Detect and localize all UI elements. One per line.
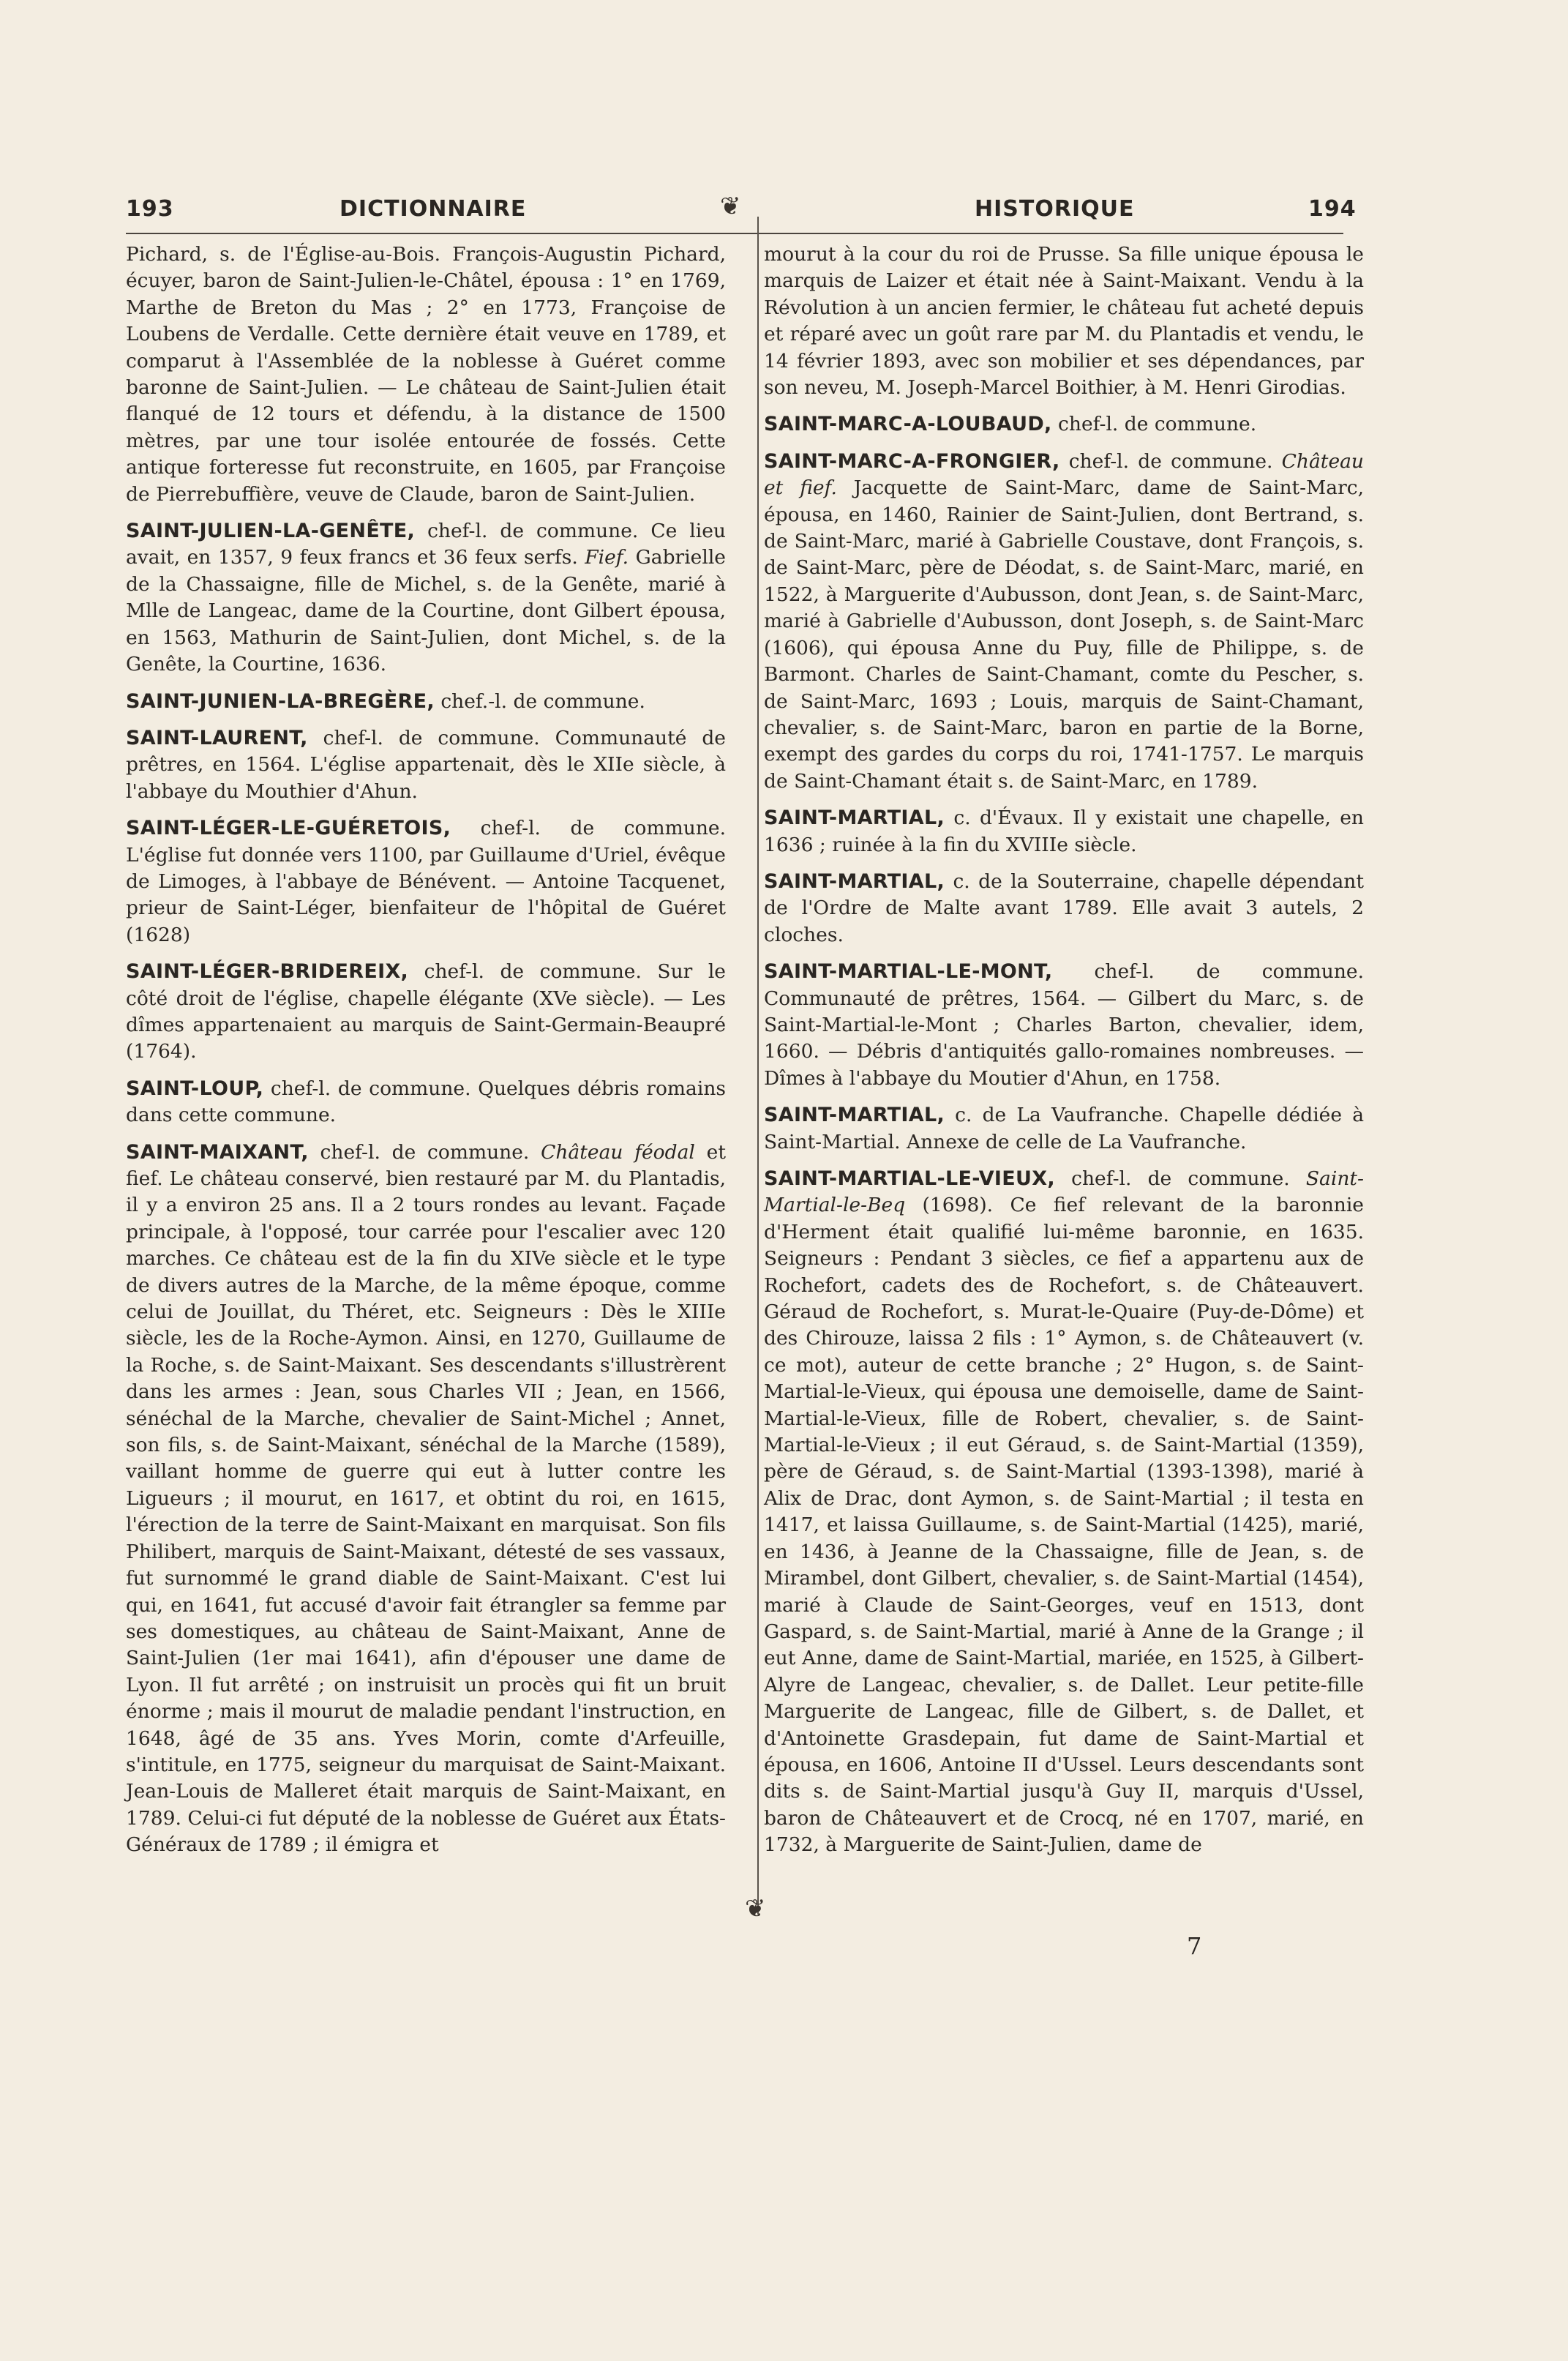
entry-saint-laurent: SAINT-LAURENT, chef-l. de commune. Communauté de prêtres, en 1564. L'église appartenait, dès le XIIe siècle, à l'abbaye du Mouthier d'Ahun. — [126, 726, 726, 803]
fleuron-bottom-icon: ❦ — [745, 1894, 766, 1923]
continuation-paragraph: mourut à la cour du roi de Prusse. Sa fille unique épousa le marquis de Laizer et était née à Saint-Maixant. Vendu à la Révolution à un ancien fermier, le château fut acheté depuis et réparé avec un goût rare par M. du Plantadis et vendu, le 14 février 1893, avec son mobilier et ses dépendances, par son neveu, M. Joseph-Marcel Boithier, à M. Henri Girodias. — [764, 243, 1364, 400]
right-column — [764, 242, 1364, 1869]
entry-saint-julien-la-genete: SAINT-JULIEN-LA-GENÊTE, chef-l. de commune. Ce lieu avait, en 1357, 9 feux francs et 36 feux serfs. Fief. Gabrielle de la Chassaigne, fille de Michel, s. de la Genête, marié à Mlle de Langeac, dame de la Courtine, dont Gilbert épousa, en 1563, Mathurin de Saint-Julien, dont Michel, s. de la Genête, la Courtine, 1636. — [126, 520, 726, 676]
entry-saint-martial-evaux: SAINT-MARTIAL, c. d'Évaux. Il y existait une chapelle, en 1636 ; ruinée à la fin du XVIIIe siècle. — [764, 807, 1364, 856]
entry-saint-marc-a-frongier: SAINT-MARC-A-FRONGIER, chef-l. de commune. Château et fief. Jacquette de Saint-Marc, dame de Saint-Marc, épousa, en 1460, Rainier de Saint-Julien, dont Bertrand, s. de Saint-Marc, marié à Gabrielle Coustave, dont François, s. de Saint-Marc, père de Déodat, s. de Saint-Marc, marié, en 1522, à Marguerite d'Aubusson, dont Jean, s. de Saint-Marc, marié à Gabrielle d'Aubusson, dont Joseph, s. de Saint-Marc (1606), qui épousa Anne du Puy, fille de Philippe, s. de Barmont. Charles de Saint-Chamant, comte du Pescher, s. de Saint-Marc, 1693 ; Louis, marquis de Saint-Chamant, chevalier, s. de Saint-Marc, baron en partie de la Borne, exempt des gardes du corps du roi, 1741-1757. Le marquis de Saint-Chamant était s. de Saint-Marc, en 1789. — [764, 449, 1364, 793]
entry-saint-martial-le-mont: SAINT-MARTIAL-LE-MONT, chef-l. de commune. Communauté de prêtres, 1564. — Gilbert du Marc, s. de Saint-Martial-le-Mont ; Charles Barton, chevalier, idem, 1660. — Débris d'antiquités gallo-romaines nombreuses. — Dîmes à l'abbaye du Moutier d'Ahun, en 1758. — [764, 960, 1364, 1090]
page-number-left: 193 — [126, 196, 174, 222]
running-title-left: DICTIONNAIRE — [340, 196, 527, 222]
entry-saint-marc-a-loubaud: SAINT-MARC-A-LOUBAUD, chef-l. de commune. — [764, 413, 1257, 436]
left-column — [126, 242, 726, 1869]
entry-saint-martial-vaufranche: SAINT-MARTIAL, c. de La Vaufranche. Chapelle dédiée à Saint-Martial. Annexe de celle de La Vaufranche. — [764, 1104, 1364, 1153]
entry-saint-leger-bridereix: SAINT-LÉGER-BRIDEREIX, chef-l. de commune. Sur le côté droit de l'église, chapelle élégante (XVe siècle). — Les dîmes appartenaient au marquis de Saint-Germain-Beaupré (1764). — [126, 960, 726, 1063]
fleuron-ornament-icon: ❦ — [720, 192, 741, 221]
entry-saint-junien-la-bregere: SAINT-JUNIEN-LA-BREGÈRE, chef.-l. de commune. — [126, 689, 645, 713]
continuation-paragraph: Pichard, s. de l'Église-au-Bois. François-Augustin Pichard, écuyer, baron de Saint-Julien-le-Châtel, épousa : 1° en 1769, Marthe de Breton du Mas ; 2° en 1773, Françoise de Loubens de Verdalle. Cette dernière était veuve en 1789, et comparut à l'Assemblée de la noblesse à Guéret comme baronne de Saint-Julien. — Le château de Saint-Julien était flanqué de 12 tours et défendu, à la distance de 1500 mètres, par une tour isolée entourée de fossés. Cette antique forteresse fut reconstruite, en 1605, par Françoise de Pierrebuffière, veuve de Claude, baron de Saint-Julien. — [126, 243, 726, 506]
running-title-right: HISTORIQUE — [975, 196, 1135, 222]
signature-mark: 7 — [1187, 1932, 1202, 1960]
entry-saint-martial-le-vieux: SAINT-MARTIAL-LE-VIEUX, chef-l. de commune. Saint-Martial-le-Beq (1698). Ce fief relevant de la baronnie d'Herment était qualifié lui-même baronnie, en 1635. Seigneurs : Pendant 3 siècles, ce fief a appartenu aux de Rochefort, cadets des de Rochefort, s. de Châteauvert. Géraud de Rochefort, s. Murat-le-Quaire (Puy-de-Dôme) et des Chirouze, laissa 2 fils : 1° Aymon, s. de Châteauvert (v. ce mot), auteur de cette branche ; 2° Hugon, s. de Saint-Martial-le-Vieux, qui épousa une demoiselle, dame de Saint-Martial-le-Vieux, fille de Robert, chevalier, s. de Saint-Martial-le-Vieux ; il eut Géraud, s. de Saint-Martial (1359), père de Géraud, s. de Saint-Martial (1393-1398), marié à Alix de Drac, dont Aymon, s. de Saint-Martial ; il testa en 1417, et laissa Guillaume, s. de Saint-Martial (1425), marié, en 1436, à Jeanne de la Chassaigne, fille de Jean, s. de Mirambel, dont Gilbert, chevalier, s. de Saint-Martial (1454), marié à Claude de Saint-Georges, veuf en 1513, dont Gaspard, s. de Saint-Martial, marié à Anne de la Grange ; il eut Anne, dame de Saint-Martial, mariée, en 1525, à Gilbert-Alyre de Langeac, chevalier, s. de Dallet. Leur petite-fille Marguerite de Langeac, fille de Gilbert, s. de Dallet, et d'Antoinette Grasdepain, fut dame de Saint-Martial et épousa, en 1606, Antoine II d'Ussel. Leurs descendants sont dits s. de Saint-Martial jusqu'à Guy II, marquis d'Ussel, baron de Châteauvert et de Crocq, né en 1707, marié, en 1732, à Marguerite de Saint-Julien, dame de — [764, 1167, 1364, 1857]
entry-saint-leger-le-gueretois: SAINT-LÉGER-LE-GUÉRETOIS, chef-l. de commune. L'église fut donnée vers 1100, par Guillaume d'Uriel, évêque de Limoges, à l'abbaye de Bénévent. — Antoine Tacquenet, prieur de Saint-Léger, bienfaiteur de l'hôpital de Guéret (1628) — [126, 817, 726, 946]
entry-saint-maixant: SAINT-MAIXANT, chef-l. de commune. Château féodal et fief. Le château conservé, bien restauré par M. du Plantadis, il y a environ 25 ans. Il a 2 tours rondes au levant. Façade principale, à l'opposé, tour carrée pour l'escalier avec 120 marches. Ce château est de la fin du XIVe siècle et le type de divers autres de la Marche, de la même époque, comme celui de Jouillat, du Théret, etc. Seigneurs : Dès le XIIIe siècle, les de la Roche-Aymon. Ainsi, en 1270, Guillaume de la Roche, s. de Saint-Maixant. Ses descendants s'illustrèrent dans les armes : Jean, sous Charles VII ; Jean, en 1566, sénéchal de la Marche, chevalier de Saint-Michel ; Annet, son fils, s. de Saint-Maixant, sénéchal de la Marche (1589), vaillant homme de guerre qui eut à lutter contre les Ligueurs ; il mourut, en 1617, et obtint du roi, en 1615, l'érection de la terre de Saint-Maixant en marquisat. Son fils Philibert, marquis de Saint-Maixant, détesté de ses vassaux, fut surnommé le grand diable de Saint-Maixant. C'est lui qui, en 1641, fut accusé d'avoir fait étrangler sa femme par ses domestiques, au château de Saint-Maixant, Anne de Saint-Julien (1er mai 1641), afin d'épouser une dame de Lyon. Il fut arrêté ; on instruisit un procès qui fit un bruit énorme ; mais il mourut de maladie pendant l'instruction, en 1648, âgé de 35 ans. Yves Morin, comte d'Arfeuille, s'intitule, en 1775, seigneur du marquisat de Saint-Maixant. Jean-Louis de Malleret était marquis de Saint-Maixant, en 1789. Celui-ci fut député de la noblesse de Guéret aux États-Généraux de 1789 ; il émigra et — [126, 1140, 726, 1857]
page-header — [126, 192, 1357, 231]
entry-saint-martial-souterraine: SAINT-MARTIAL, c. de la Souterraine, chapelle dépendant de l'Ordre de Malte avant 1789. Elle avait 3 autels, 2 cloches. — [764, 869, 1364, 946]
column-divider — [757, 217, 759, 1915]
header-rule — [126, 233, 1343, 234]
entry-saint-loup: SAINT-LOUP, chef-l. de commune. Quelques débris romains dans cette commune. — [126, 1077, 726, 1127]
page-number-right: 194 — [1308, 196, 1357, 222]
